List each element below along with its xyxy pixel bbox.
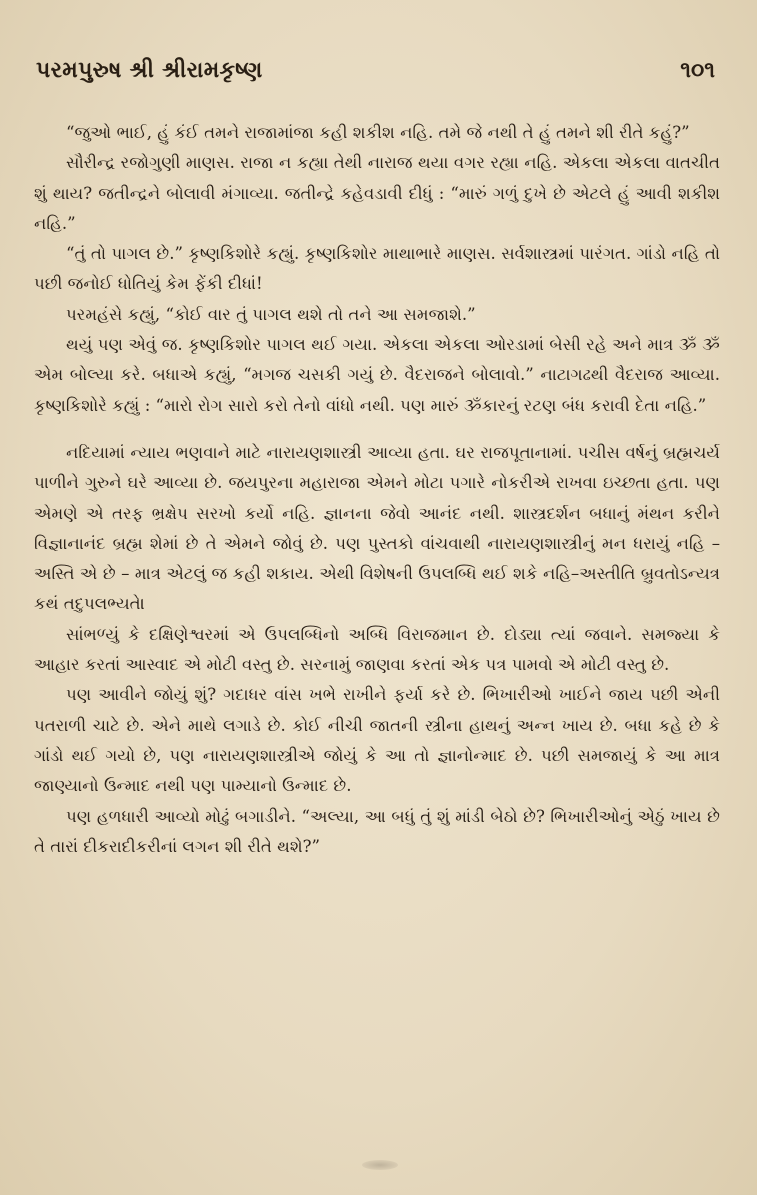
body-text (34, 118, 720, 862)
paragraph: થયું પણ એવું જ. કૃષ્ણકિશોર પાગલ થઈ ગયા. એકલા એકલા ઓરડામાં બેસી રહે અને માત્ર ૐ ૐ એમ બોલ્યા કરે. બધાએ કહ્યું, “મગજ ચસકી ગયું છે. વૈદરાજને બોલાવો.” નાટાગઢથી વૈદરાજ આવ્યા. કૃષ્ણકિશોરે કહ્યું : “મારો રોગ સારો કરો તેનો વાંધો નથી. પણ મારું ૐકારનું રટણ બંધ કરાવી દેતા નહિ.” (34, 335, 720, 415)
paragraph: પરમહંસે કહ્યું, “કોઈ વાર તું પાગલ થશે તો તને આ સમજાશે.” (66, 304, 476, 324)
ink-smudge (362, 1160, 398, 1170)
running-title: પરમપુરુષ શ્રી શ્રીરામકૃષ્ણ (36, 58, 263, 83)
paragraph: સૌરીન્દ્ર રજોગુણી માણસ. રાજા ન કહ્યા તેથી નારાજ થયા વગર રહ્યા નહિ. એકલા એકલા વાતચીત શું થાય? જતીન્દ્રને બોલાવી મંગાવ્યા. જતીન્દ્રે કહેવડાવી દીધું : “મારું ગળું દુખે છે એટલે હું આવી શકીશ નહિ.” (34, 153, 720, 233)
paragraph: “તું તો પાગલ છે.” કૃષ્ણકિશોરે કહ્યું. કૃષ્ણકિશોર માથાભારે માણસ. સર્વશાસ્ત્રમાં પારંગત. ગાંડો નહિ તો પછી જનોઈ ધોતિયું કેમ ફેંકી દીધાં! (34, 244, 720, 294)
paragraph: પણ હળધારી આવ્યો મોઢું બગાડીને. “અલ્યા, આ બધું તું શું માંડી બેઠો છે? ભિખારીઓનું એઠું ખાય છે તે તારાં દીકરાદીકરીનાં લગન શી રીતે થશે?” (34, 806, 720, 856)
page-number: ૧૦૧ (680, 58, 715, 83)
paragraph: “જુઓ ભાઈ, હું કંઈ તમને રાજામાંજા કહી શકીશ નહિ. તમે જે નથી તે હું તમને શી રીતે કહું?” (66, 123, 690, 142)
paragraph: સાંભળ્યું કે દક્ષિણેશ્વરમાં એ ઉપલબ્ધિનો અબ્ધિ વિરાજમાન છે. દોડ્યા ત્યાં જવાને. સમજ્યા કે આહાર કરતાં આસ્વાદ એ મોટી વસ્તુ છે. સરનામું જાણવા કરતાં એક પત્ર પામવો એ મોટી વસ્તુ છે. (34, 624, 720, 675)
paragraph: પણ આવીને જોયું શું? ગદાધર વાંસ ખભે રાખીને ફર્યા કરે છે. ભિખારીઓ ખાઈને જાય પછી એની પતરાળી ચાટે છે. એને માથે લગાડે છે. કોઈ નીચી જાતની સ્ત્રીના હાથનું અન્ન ખાય છે. બધા કહે છે કે ગાંડો થઈ ગયો છે, પણ નારાયણશાસ્ત્રીએ જોયું કે આ તો જ્ઞાનોન્માદ છે. પછી સમજાયું કે આ માત્ર જાણ્યાનો ઉન્માદ નથી પણ પામ્યાનો ઉન્માદ છે. (34, 685, 720, 796)
page-header (36, 58, 715, 94)
paragraph: નદિયામાં ન્યાય ભણવાને માટે નારાયણશાસ્ત્રી આવ્યા હતા. ઘર રાજપૂતાનામાં. પચીસ વર્ષનું બ્રહ્મચર્ય પાળીને ગુરુને ઘરે આવ્યા છે. જયપુરના મહારાજા એમને મોટા પગારે નોકરીએ રાખવા ઇચ્છતા હતા. પણ એમણે એ તરફ ભ્રક્ષેપ સરખો કર્યો નહિ. જ્ઞાનના જેવો આનંદ નથી. શાસ્ત્રદર્શન બધાનું મંથન કરીને વિજ્ઞાનાનંદ બ્રહ્મ શેમાં છે તે એમને જોવું છે. પણ પુસ્તકો વાંચવાથી નારાયણશાસ્ત્રીનું મન ધરાયું નહિ – અસ્તિ એ છે – માત્ર એટલું જ કહી શકાય. એથી વિશેષની ઉપલબ્ધિ થઈ શકે નહિ–અસ્તીતિ બ્રુવતોઽન્યત્ર કથં તદુપલભ્યતે। (34, 442, 720, 614)
